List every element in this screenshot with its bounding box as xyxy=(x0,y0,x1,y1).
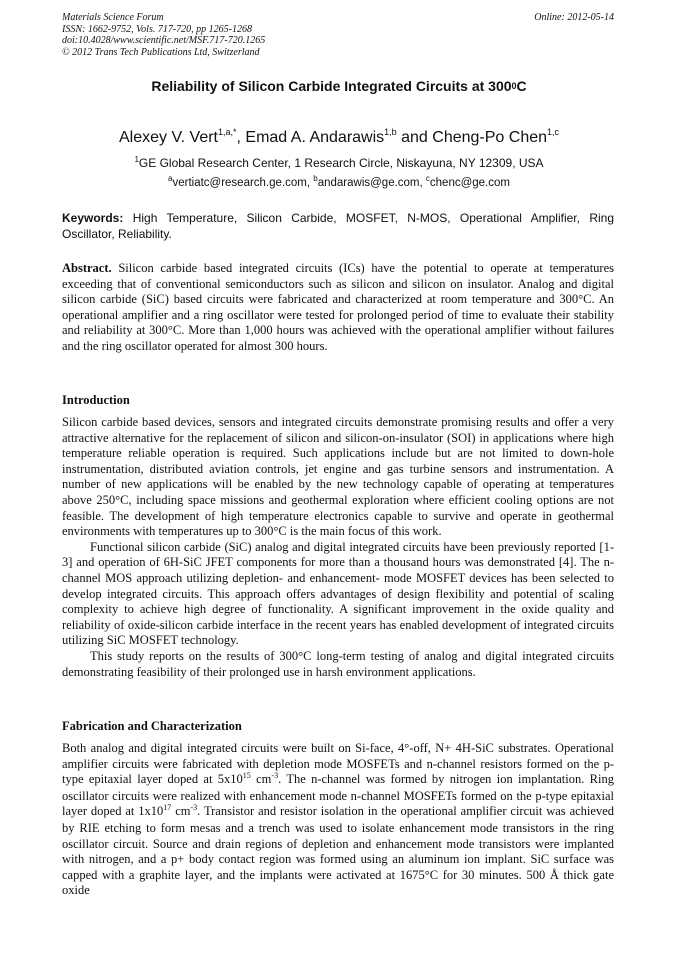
affiliation-mark: 1 xyxy=(134,155,139,164)
title-text: Reliability of Silicon Carbide Integrated Circuits at 300 xyxy=(151,78,512,94)
paragraph: Silicon carbide based devices, sensors and integrated circuits demonstrate promising results and offer a very attractive alternative for the replacement of silicon and silicon-on-insulator (SOI) in applications where high temperature reliable operation is required. Such applications include but are not limited to down-hole instrumentation, distributed aviation controls, jet engine and gas turbine sensors and instrumentation. A number of new applications will be enabled by the new technology capable of operating at temperatures above 250°C, including space missions and geothermal exploration where efficient cooling options are not feasible. The development of high temperature electronics capable to survive and operate in geothermal environments with temperatures up to 300°C is the main focus of this work. xyxy=(62,415,614,539)
affiliation xyxy=(0,156,678,170)
author-list xyxy=(0,129,678,147)
journal-header xyxy=(62,12,614,58)
author-separator: , xyxy=(236,129,246,146)
journal-name: Materials Science Forum xyxy=(62,12,164,23)
doi-line: doi:10.4028/www.scientific.net/MSF.717-720.1265 xyxy=(62,35,266,46)
online-date: Online: 2012-05-14 xyxy=(534,12,614,23)
email-mark: a xyxy=(168,174,173,183)
section-heading-fabrication: Fabrication and Characterization xyxy=(62,719,242,733)
affiliation-text: GE Global Research Center, 1 Research Circle, Niskayuna, NY 12309, USA xyxy=(138,156,544,170)
paragraph: Functional silicon carbide (SiC) analog and digital integrated circuits have been previously reported [1-3] and operation of 6H-SiC JFET components for more than a thousand hours was demonstrated [4]. The n-channel MOS approach utilizing depletion- and enhancement- mode MOSFET devices has been selected to develop integrated circuits. This approach offers advantages of design flexibility and potential of scaling complexity to achieve high degree of functionality. A significant improvement in the oxide quality and reliability of oxide-silicon carbide interface in the recent years has enabled development of integrated circuits utilizing SiC MOSFET technology. xyxy=(62,539,614,648)
keywords xyxy=(62,211,614,242)
paper-title xyxy=(0,78,678,94)
author-name: Alexey V. Vert xyxy=(118,129,218,146)
abstract xyxy=(62,261,614,355)
author-separator: and xyxy=(396,129,433,146)
author-affiliation-mark: 1,a,* xyxy=(218,127,237,137)
abstract-label: Abstract. xyxy=(62,261,112,275)
paragraph: Both analog and digital integrated circuits were built on Si-face, 4°-off, N+ 4H-SiC substrates. Operational amplifier circuits were fabricated with depletion mode MOSFETs and n-channel resistors formed on the p-type epitaxial layer doped at $5x10^{15}$ $cm^{-3}$. The n-channel was formed by nitrogen ion implantation. Ring oscillator circuits were realized with enhancement mode n-channel MOSFETs formed on the p-type epitaxial layer doped at $1x10^{17}$ $cm^{-3}$. Transistor and resistor isolation in the operational amplifier circuit was achieved by RIE etching to form mesas and a trench was used to isolate enhancement mode transistors in the ring oscillator circuit. Source and drain regions of depletion and enhancement mode transistors were implanted with nitrogen, and a p+ body contact region was formed using an aluminum ion implant. SiC surface was capped with a graphite layer, and the implants were activated at 1675°C for 30 minutes. 500 Å thick gate oxide xyxy=(62,741,614,898)
author-affiliation-mark: 1,c xyxy=(547,127,560,137)
copyright-line: © 2012 Trans Tech Publications Ltd, Switzerland xyxy=(62,46,260,58)
keywords-text: High Temperature, Silicon Carbide, MOSFET, N-MOS, Operational Amplifier, Ring Oscillator, Reliability. xyxy=(62,211,614,241)
email-mark: c xyxy=(425,174,430,183)
email-link[interactable]: chenc@ge.com xyxy=(429,177,510,189)
author-name: Cheng-Po Chen xyxy=(432,129,548,146)
section-heading-introduction: Introduction xyxy=(62,393,130,407)
email-mark: b xyxy=(313,174,318,183)
author-emails: $^a$vertiatc@research.ge.com, $^b$andarawis@ge.com, $^c$chenc@ge.com xyxy=(168,174,510,189)
fabrication-body xyxy=(62,741,614,899)
email-link[interactable]: vertiatc@research.ge.com xyxy=(172,177,307,189)
author-name: Emad A. Andarawis xyxy=(245,129,385,146)
issn-line: ISSN: 1662-9752, Vols. 717-720, pp 1265-1268 xyxy=(62,23,252,35)
title-suffix: C xyxy=(516,78,527,94)
email-link[interactable]: andarawis@ge.com xyxy=(317,177,420,189)
keywords-label: Keywords: xyxy=(62,211,124,225)
abstract-text: Silicon carbide based integrated circuits (ICs) have the potential to operate at temperatures exceeding that of conventional semiconductors such as silicon and silicon on insulator. Analog and digital silicon carbide (SiC) based circuits were fabricated and characterized at room temperature and 300°C. An operational amplifier and a ring oscillator were tested for prolonged period of time to evaluate their stability and reliability at 300°C. More than 1,000 hours was achieved with the operational amplifier without failures and the ring oscillator operated for almost 300 hours. xyxy=(62,261,615,353)
author-affiliation-mark: 1,b xyxy=(384,127,397,137)
paragraph: This study reports on the results of 300°C long-term testing of analog and digital integrated circuits demonstrating feasibility of their prolonged use in harsh environment applications. xyxy=(62,648,614,679)
title-superscript: 0 xyxy=(511,81,517,91)
introduction-body xyxy=(62,415,614,680)
